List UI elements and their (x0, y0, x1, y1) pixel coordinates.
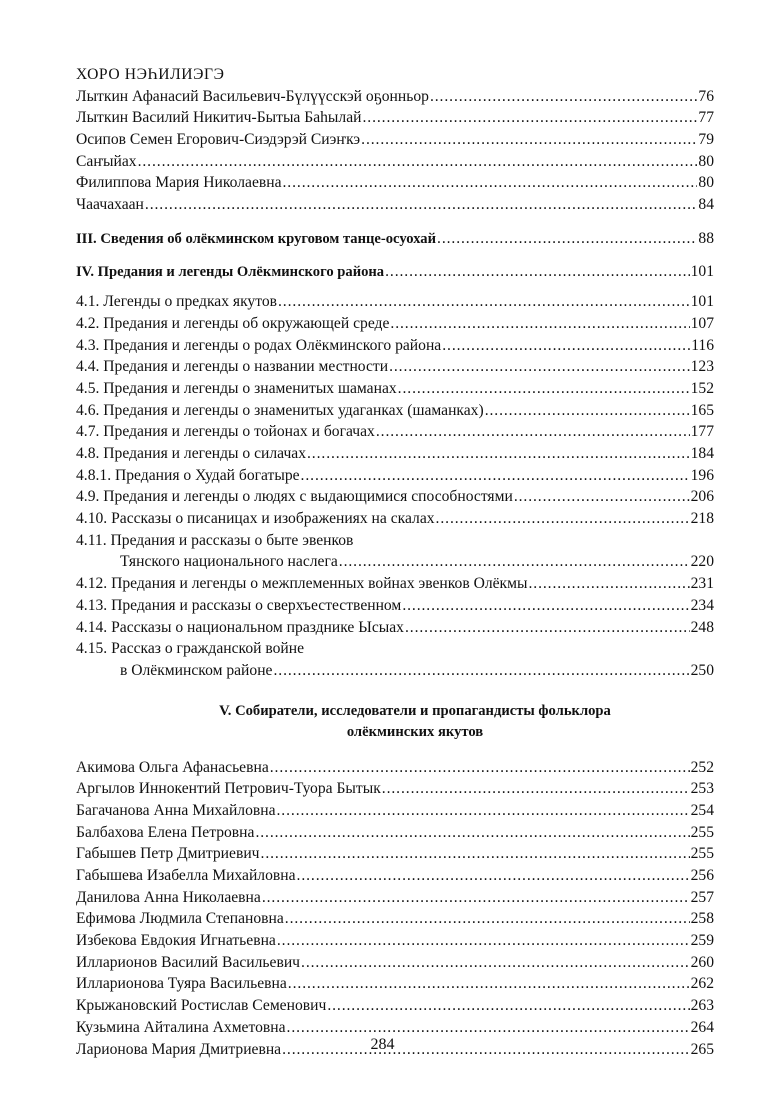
entry-title: Габышев Петр Дмитриевич (76, 845, 260, 863)
entry-title-text: Предания и легенды о межплеменных войнах эвенков Олёкмы (111, 575, 528, 593)
entry-page: 76 (698, 87, 714, 105)
toc-entry[interactable] (76, 172, 714, 194)
dot-leader (390, 313, 689, 335)
dot-leader (405, 617, 690, 639)
dot-leader (278, 291, 690, 313)
entry-number: 4.4. (76, 358, 100, 376)
dot-leader (389, 356, 690, 378)
toc-entry[interactable] (76, 465, 714, 487)
entry-page: 184 (690, 445, 714, 462)
entry-page: 264 (690, 1018, 714, 1036)
section-4-entry[interactable] (76, 261, 714, 283)
toc-entry[interactable] (76, 800, 714, 822)
toc-entry[interactable] (76, 573, 714, 595)
entry-title (76, 291, 278, 313)
entry-number: 4.1. (76, 293, 100, 311)
section-5-heading-line1: V. Собиратели, исследователи и пропагандисты фольклора (219, 702, 611, 719)
entry-4-15-line2[interactable] (76, 660, 714, 682)
entry-title (76, 421, 376, 443)
entry-title (76, 443, 307, 465)
entry-title: Илларионова Туяра Васильевна (76, 975, 287, 993)
toc-entry[interactable] (76, 757, 714, 779)
entry-page: 220 (690, 553, 714, 571)
entry-number: 4.13. (76, 596, 108, 614)
toc-entry[interactable] (76, 843, 714, 865)
dot-leader (285, 908, 690, 930)
entry-title (76, 486, 514, 508)
entry-title: Филиппова Мария Николаевна (76, 174, 282, 192)
toc-entry[interactable] (76, 86, 714, 108)
entry-title: Лыткин Афанасий Васильевич-Бүлүүсскэй оҕонньор (76, 87, 429, 105)
dot-leader (288, 973, 690, 995)
dot-leader (327, 995, 689, 1017)
dot-leader (402, 595, 689, 617)
entry-title (76, 617, 405, 639)
entry-title: IV. Предания и легенды Олёкминского района (76, 263, 385, 280)
entry-page: 196 (690, 466, 714, 484)
entry-page: 84 (698, 196, 714, 214)
entry-page: 234 (690, 596, 714, 614)
entry-title-text: Рассказы о писаницах и изображениях на скалах (111, 510, 435, 528)
toc-entry[interactable] (76, 908, 714, 930)
entry-title: Ефимова Людмила Степановна (76, 910, 284, 928)
dot-leader (485, 400, 690, 422)
entry-title-text: Предания о Худай богатыре (115, 466, 300, 484)
entry-title: Кузьмина Айталина Ахметовна (76, 1018, 286, 1036)
entry-page: 263 (690, 997, 714, 1015)
toc-entry[interactable] (76, 291, 714, 313)
entry-title: Избекова Евдокия Игнатьевна (76, 932, 276, 950)
dot-leader (277, 800, 690, 822)
horo-heading: ХОРО НЭҺИЛИЭГЭ (76, 66, 225, 83)
entry-page: 259 (690, 932, 714, 950)
dot-leader (437, 228, 697, 250)
entry-page: 77 (698, 109, 714, 127)
dot-leader (273, 660, 689, 682)
entry-4-15-line1[interactable] (76, 638, 714, 660)
dot-leader (361, 129, 697, 151)
entry-title (76, 335, 442, 357)
toc-entry[interactable] (76, 930, 714, 952)
toc-entry[interactable] (76, 151, 714, 173)
dot-leader (261, 843, 690, 865)
entry-title: Аргылов Иннокентий Петрович-Туора Бытык (76, 780, 381, 798)
entry-title-text: Предания и легенды о людях с выдающимися способностями (103, 488, 513, 506)
entry-title: Илларионов Василий Васильевич (76, 953, 301, 971)
entry-page: 255 (690, 823, 714, 841)
entry-title: Габышева Изабелла Михайловна (76, 867, 296, 884)
toc-entry[interactable] (76, 508, 714, 530)
entry-title-text: Предания и легенды о названии местности (103, 358, 389, 376)
entry-page: 258 (690, 910, 714, 928)
entry-title (76, 400, 485, 422)
toc-entry[interactable] (76, 194, 714, 216)
entry-page: 80 (698, 174, 714, 192)
toc-entry[interactable] (76, 822, 714, 844)
entry-title (76, 313, 390, 335)
entry-page: 265 (690, 1040, 714, 1058)
dot-leader (307, 443, 690, 465)
entry-title-text: Предания и легенды о силачах (103, 445, 306, 462)
dot-leader (430, 86, 697, 108)
toc-entry[interactable] (76, 335, 714, 357)
dot-leader (442, 335, 690, 357)
dot-leader (270, 757, 690, 779)
toc-entry[interactable] (76, 595, 714, 617)
entry-number: 4.2. (76, 314, 100, 332)
entry-page: 250 (690, 661, 714, 679)
entry-title: Осипов Семен Егорович-Сиэдэрэй Сиэҥкэ (76, 131, 361, 149)
entry-title-text: Предания и рассказы о сверхъестественном (111, 596, 402, 614)
entry-number: 4.15. (76, 640, 108, 658)
entry-title-text: Предания и легенды о родах Олёкминского района (103, 336, 442, 354)
dot-leader (283, 172, 698, 194)
entry-number: 4.10. (76, 510, 108, 528)
dot-leader (385, 261, 690, 283)
section-5-heading (116, 701, 714, 743)
toc-entry[interactable] (76, 421, 714, 443)
entry-title-text: Предания и легенды об окружающей среде (103, 314, 390, 332)
entry-title: III. Сведения об олёкминском круговом танце-осуохай (76, 230, 437, 247)
entry-page: 177 (690, 423, 714, 441)
entry-title-text: Предания и легенды о знаменитых шаманах (103, 379, 397, 397)
horo-entries (76, 86, 714, 216)
toc-entry[interactable] (76, 973, 714, 995)
entry-page: 257 (690, 888, 714, 906)
entry-title: Чаачахаан (76, 196, 144, 214)
entry-number: 4.14. (76, 618, 108, 636)
entry-page: 116 (691, 336, 714, 354)
entry-title: Данилова Анна Николаевна (76, 888, 261, 906)
toc-entry[interactable] (76, 313, 714, 335)
toc-entry[interactable] (76, 443, 714, 465)
entry-page: 248 (690, 618, 714, 636)
entry-number: 4.11. (76, 531, 107, 549)
page-number: 284 (370, 1036, 395, 1053)
toc-entry[interactable] (76, 378, 714, 400)
toc-entry[interactable] (76, 617, 714, 639)
entry-title-text: Легенды о предках якутов (103, 293, 277, 311)
entry-title: Багачанова Анна Михайловна (76, 801, 276, 819)
entry-page: 152 (690, 379, 714, 397)
toc-entry[interactable] (76, 400, 714, 422)
entry-title (76, 508, 436, 530)
dot-leader (398, 378, 690, 400)
entry-title-line1: Предания и рассказы о быте эвенков (110, 531, 354, 549)
entry-title (76, 378, 398, 400)
toc-entry[interactable] (76, 865, 714, 887)
toc-entry[interactable] (76, 887, 714, 909)
entry-number: 4.8. (76, 445, 100, 462)
entry-4-11-line2[interactable] (76, 551, 714, 573)
entry-page: 123 (690, 358, 714, 376)
entry-page: 256 (690, 867, 714, 884)
entry-title (76, 356, 389, 378)
entry-page: 79 (698, 131, 714, 149)
section-5-heading-line2: олёкминских якутов (346, 723, 484, 740)
entry-title (76, 465, 301, 487)
entry-title-text: Предания и легенды о знаменитых удаганках (шаманках) (103, 401, 484, 419)
entry-title (76, 573, 528, 595)
entry-page: 252 (690, 758, 714, 776)
section-4-entries (76, 291, 714, 530)
entry-page: 206 (690, 488, 714, 506)
entry-title (76, 595, 402, 617)
dot-leader (145, 194, 698, 216)
toc-entry[interactable] (76, 107, 714, 129)
entry-page: 165 (690, 401, 714, 419)
entry-title: Лыткин Василий Никитич-Бытыа Баһылай (76, 109, 362, 127)
entry-number: 4.7. (76, 423, 100, 441)
toc-entry[interactable] (76, 778, 714, 800)
dot-leader (277, 930, 690, 952)
toc-entry[interactable] (76, 129, 714, 151)
dot-leader (514, 486, 690, 508)
entry-title-line2: Тянского национального наслега (120, 553, 338, 571)
entry-number: 4.8.1. (76, 466, 112, 484)
entry-number: 4.3. (76, 336, 100, 354)
entry-number: 4.12. (76, 575, 108, 593)
dot-leader (297, 865, 690, 887)
entry-page: 107 (690, 314, 714, 332)
entry-number: 4.6. (76, 401, 100, 419)
toc-entry[interactable] (76, 952, 714, 974)
dot-leader (255, 822, 689, 844)
entry-title-line2: в Олёкминском районе (120, 661, 273, 679)
section-4-entries-continued (76, 573, 714, 638)
entry-title-text: Рассказы о национальном празднике Ысыах (111, 618, 404, 636)
toc-entry[interactable] (76, 486, 714, 508)
dot-leader (436, 508, 690, 530)
entry-page: 254 (690, 801, 714, 819)
dot-leader (301, 952, 690, 974)
dot-leader (362, 107, 697, 129)
entry-page: 255 (690, 845, 714, 863)
dot-leader (301, 465, 690, 487)
entry-page: 262 (690, 975, 714, 993)
dot-leader (528, 573, 689, 595)
section-3-entry[interactable] (76, 228, 714, 250)
entry-page: 231 (690, 575, 714, 593)
entry-title: Саҥыйах (76, 152, 137, 170)
entry-title: Балбахова Елена Петровна (76, 823, 255, 841)
entry-page: 80 (698, 152, 714, 170)
table-of-contents (76, 64, 714, 1060)
toc-entry[interactable] (76, 995, 714, 1017)
entry-number: 4.9. (76, 488, 100, 506)
dot-leader (339, 551, 690, 573)
dot-leader (376, 421, 690, 443)
entry-title-text: Предания и легенды о тойонах и богачах (103, 423, 375, 441)
entry-page: 101 (690, 293, 714, 311)
dot-leader (262, 887, 690, 909)
dot-leader (382, 778, 690, 800)
entry-page: 101 (690, 262, 714, 280)
entry-page: 260 (690, 953, 714, 971)
entry-title: Акимова Ольга Афанасьевна (76, 758, 269, 776)
dot-leader (138, 151, 698, 173)
entry-page: 218 (690, 510, 714, 528)
entry-number: 4.5. (76, 379, 100, 397)
entry-title-line1: Рассказ о гражданской войне (111, 640, 305, 658)
entry-title: Крыжановский Ростислав Семенович (76, 997, 327, 1015)
entry-page: 253 (690, 780, 714, 798)
entry-title: Ларионова Мария Дмитриевна (76, 1040, 282, 1058)
entry-4-11-line1[interactable] (76, 530, 714, 552)
section-5-entries (76, 757, 714, 1061)
toc-entry[interactable] (76, 356, 714, 378)
entry-page: 88 (698, 229, 714, 247)
